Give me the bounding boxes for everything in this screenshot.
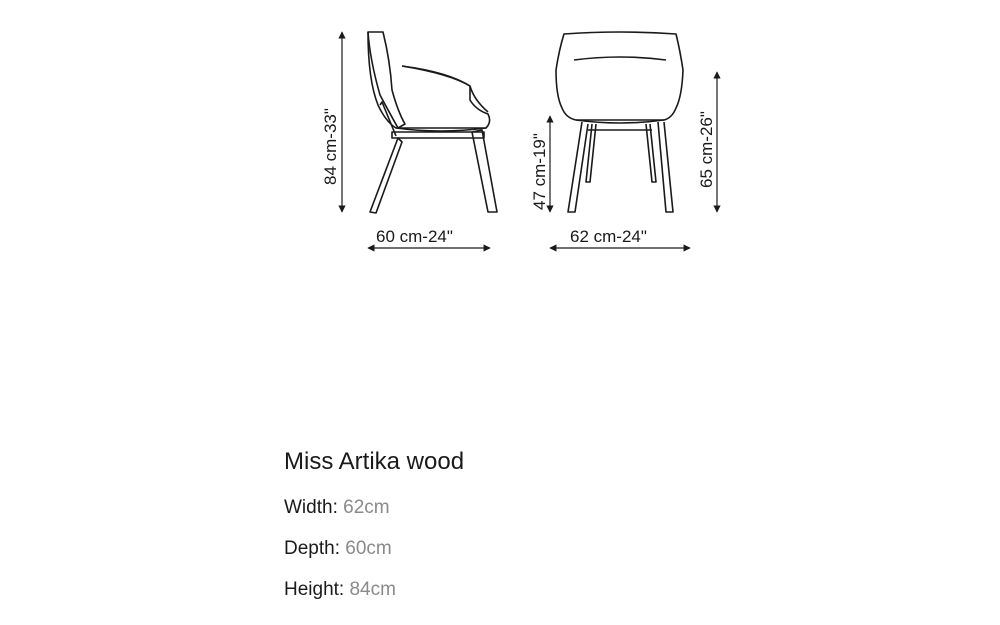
spec-value: 62cm	[343, 497, 390, 518]
front-width-label: 62 cm-24"	[570, 227, 647, 246]
spec-label: Height:	[284, 579, 345, 600]
spec-row-width	[284, 496, 784, 520]
spec-value: 84cm	[349, 579, 396, 600]
spec-row-height	[284, 578, 784, 602]
side-height-dimension	[321, 32, 342, 212]
chair-front-view	[556, 32, 683, 212]
front-arm-height-label: 65 cm-26"	[697, 111, 716, 188]
product-info	[284, 446, 784, 619]
chair-technical-drawing	[0, 0, 1000, 300]
front-seat-height-label: 47 cm-19"	[530, 133, 549, 210]
spec-label: Depth:	[284, 538, 340, 559]
side-width-label: 60 cm-24"	[376, 227, 453, 246]
side-height-label: 84 cm-33"	[321, 108, 340, 185]
spec-label: Width:	[284, 497, 338, 518]
front-seat-height-dimension	[530, 116, 550, 212]
spec-row-depth	[284, 537, 784, 561]
side-width-dimension	[368, 227, 490, 248]
spec-value: 60cm	[345, 538, 392, 559]
front-width-dimension	[550, 227, 690, 248]
chair-side-view	[368, 32, 497, 213]
front-arm-height-dimension	[697, 72, 717, 212]
product-title: Miss Artika wood	[284, 448, 465, 475]
